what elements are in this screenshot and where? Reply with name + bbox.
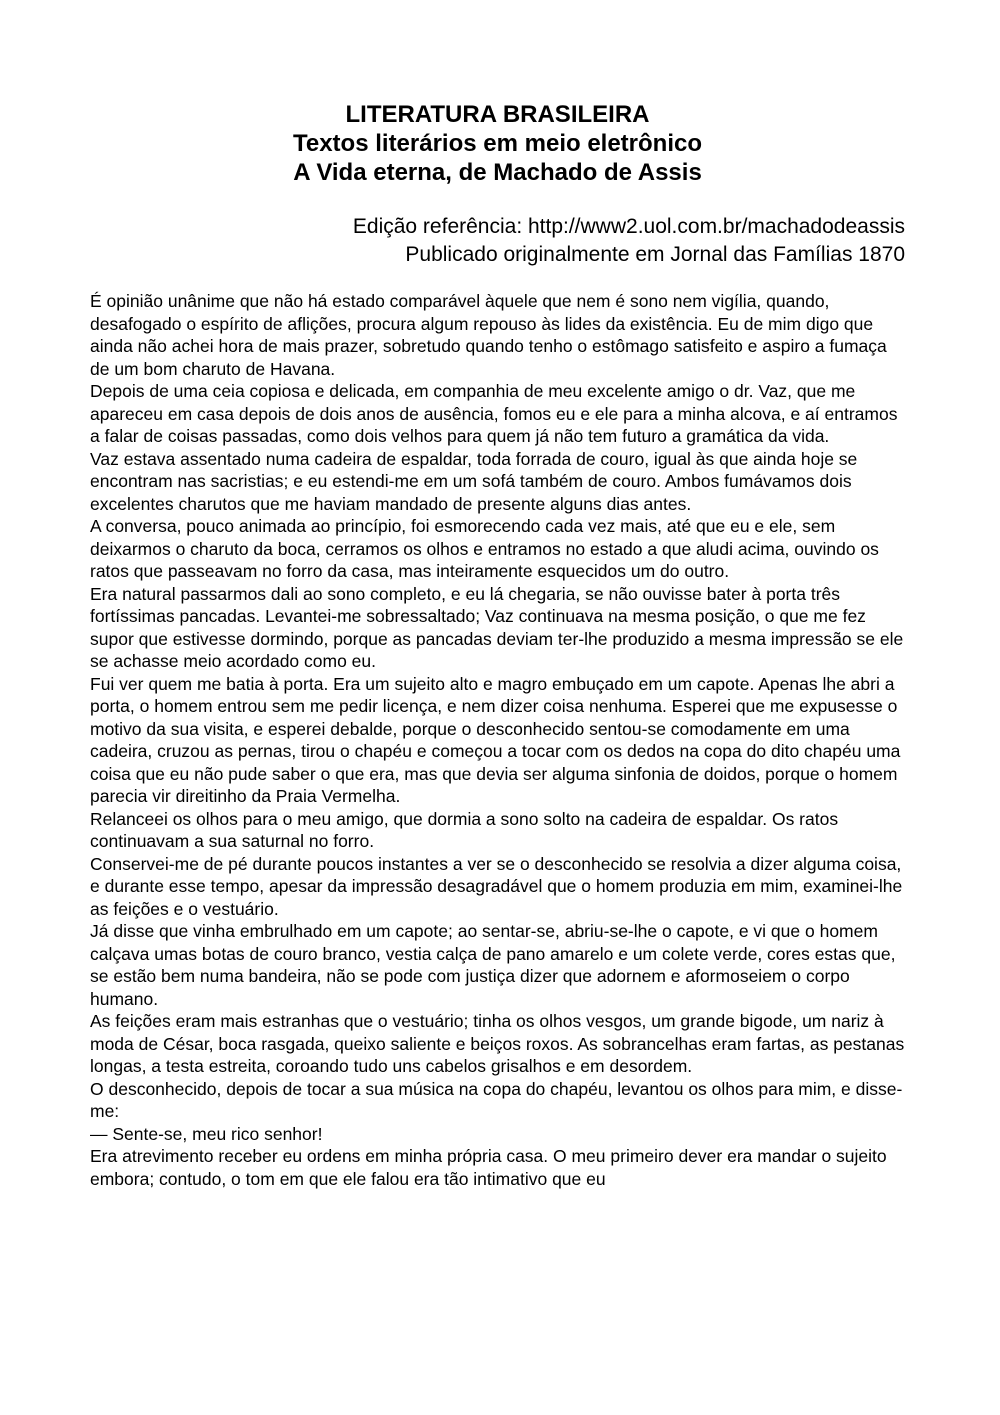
edition-reference-line: Edição referência: http://www2.uol.com.br/machadodeassis xyxy=(352,215,905,238)
paragraph: Fui ver quem me batia à porta. Era um sujeito alto e magro embuçado em um capote. Apenas lhe abri a porta, o homem entrou sem me pedir licença, e nem dizer coisa nenhuma. Esperei que me expusesse o motivo da sua visita, e esperei debalde, porque o desconhecido sentou-se comodamente em uma cadeira, cruzou as pernas, tirou o chapéu e começou a tocar com os dedos na copa do dito chapéu uma coisa que eu não pude saber o que era, mas que devia ser alguma sinfonia de doidos, porque o homem parecia vir direitinho da Praia Vermelha. xyxy=(90,673,901,806)
paragraph: Depois de uma ceia copiosa e delicada, em companhia de meu excelente amigo o dr. Vaz, que me apareceu em casa depois de dois anos de ausência, fomos eu e ele para a minha alcova, e aí entramos a falar de coisas passadas, como dois velhos para quem já não tem futuro a gramática da vida. xyxy=(90,381,898,446)
collection-title: Textos literários em meio eletrônico xyxy=(292,130,703,157)
paragraph: Já disse que vinha embrulhado em um capote; ao sentar-se, abriu-se-lhe o capote, e vi que o homem calçava umas botas de couro branco, vestia calça de pano amarelo e um colete verde, cores estas que, se estão bem numa bandeira, não se pode com justiça dizer que adornem e aformoseiem o corpo humano. xyxy=(90,921,896,1009)
publication-reference-line: Publicado originalmente em Jornal das Famílias 1870 xyxy=(405,243,905,266)
paragraph: — Sente-se, meu rico senhor! xyxy=(90,1123,323,1144)
paragraph: As feições eram mais estranhas que o vestuário; tinha os olhos vesgos, um grande bigode, um nariz à moda de César, boca rasgada, queixo saliente e beiços roxos. As sobrancelhas eram fartas, as pestanas longas, a testa estreita, coroando tudo uns cabelos grisalhos e em desordem. xyxy=(90,1011,905,1076)
series-title: LITERATURA BRASILEIRA xyxy=(345,101,650,128)
paragraph: Era atrevimento receber eu ordens em minha própria casa. O meu primeiro dever era mandar o sujeito embora; contudo, o tom em que ele falou era tão intimativo que eu xyxy=(90,1146,887,1189)
paragraph: Vaz estava assentado numa cadeira de espaldar, toda forrada de couro, igual às que ainda hoje se encontram nas sacristias; e eu estendi-me em um sofá também de couro. Ambos fumávamos dois excelentes charutos que me haviam mandado de presente alguns dias antes. xyxy=(90,448,858,514)
story-text xyxy=(90,290,905,1190)
paragraph: O desconhecido, depois de tocar a sua música na copa do chapéu, levantou os olhos para mim, e disse-me: xyxy=(90,1078,903,1121)
work-title: A Vida eterna, de Machado de Assis xyxy=(293,159,702,186)
paragraph: É opinião unânime que não há estado comparável àquele que nem é sono nem vigília, quando, desafogado o espírito de aflições, procura algum repouso às lides da existência. Eu de mim digo que ainda não achei hora de mais prazer, sobretudo quando tenho o estômago satisfeito e aspiro a fumaça de um bom charuto de Havana. xyxy=(90,291,887,379)
paragraph: Era natural passarmos dali ao sono completo, e eu lá chegaria, se não ouvisse bater à porta três fortíssimas pancadas. Levantei-me sobressaltado; Vaz continuava na mesma posição, o que me fez supor que estivesse dormindo, porque as pancadas deviam ter-lhe produzido a mesma impressão se ele se achasse meio acordado como eu. xyxy=(90,583,904,671)
paragraph: Conservei-me de pé durante poucos instantes a ver se o desconhecido se resolvia a dizer alguma coisa, e durante esse tempo, apesar da impressão desagradável que o homem produzia em mim, examinei-lhe as feições e o vestuário. xyxy=(90,853,903,919)
title-block xyxy=(90,100,905,187)
paragraph: A conversa, pouco animada ao princípio, foi esmorecendo cada vez mais, até que eu e ele, sem deixarmos o charuto da boca, cerramos os olhos e entramos no estado a que aludi acima, ouvindo os ratos que passeavam no forro da casa, mas inteiramente esquecidos um do outro. xyxy=(90,516,879,581)
edition-reference-block xyxy=(90,213,905,269)
paragraph: Relanceei os olhos para o meu amigo, que dormia a sono solto na cadeira de espaldar. Os ratos continuavam a sua saturnal no forro. xyxy=(90,808,839,851)
